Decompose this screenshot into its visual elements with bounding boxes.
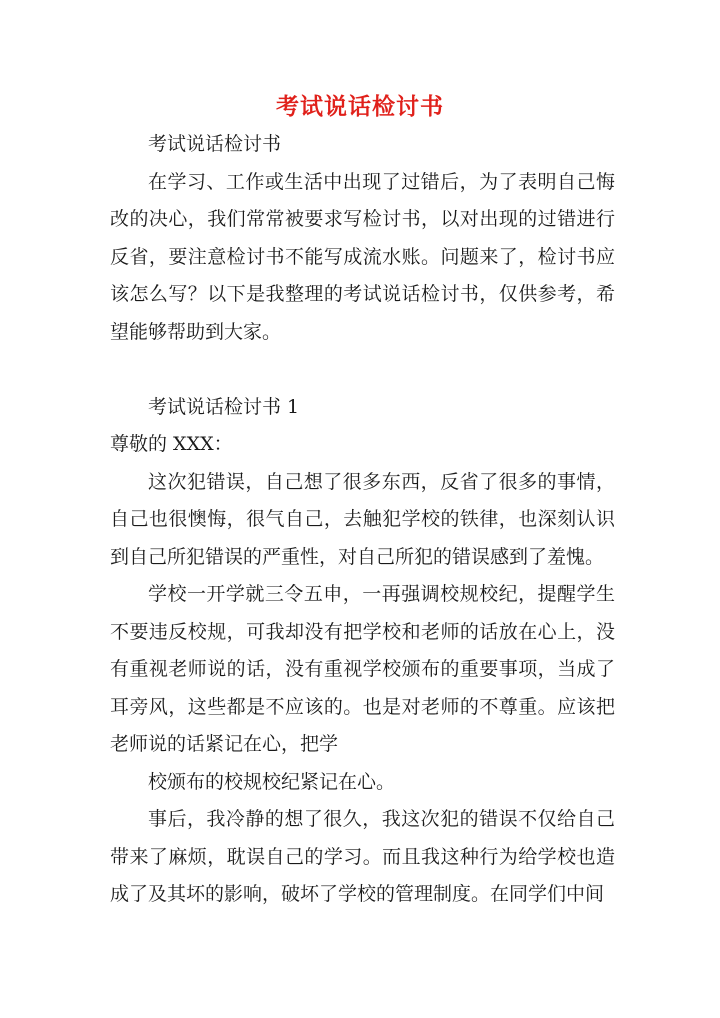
body-paragraph-3: 校颁布的校规校纪紧记在心。 — [148, 770, 396, 793]
salutation: 尊敬的 XXX： — [110, 433, 233, 455]
section-heading: 考试说话检讨书 1 — [148, 395, 300, 418]
intro-paragraph: 在学习、工作或生活中出现了过错后，为了表明自己悔改的决心，我们常常被要求写检讨书，以对出现的过错进行反省，要注意检讨书不能写成流水账。问题来了，检讨书应该怎么写？以下是我整理的考试说话检讨书，仅供参考，希望能够帮助到大家。 — [110, 170, 615, 343]
document-body — [110, 126, 615, 914]
body-paragraph-1: 这次犯错误，自己想了很多东西，反省了很多的事情，自己也很懊悔，很气自己，去触犯学校的铁律，也深刻认识到自己所犯错误的严重性，对自己所犯的错误感到了羞愧。 — [110, 470, 615, 568]
body-paragraph-2: 学校一开学就三令五申，一再强调校规校纪，提醒学生不要违反校规，可我却没有把学校和老师的话放在心上，没有重视老师说的话，没有重视学校颁布的重要事项，当成了耳旁风，这些都是不应该的。也是对老师的不尊重。应该把老师说的话紧记在心，把学 — [110, 583, 615, 755]
blank-line — [110, 351, 615, 389]
body-paragraph-4: 事后，我冷静的想了很久，我这次犯的错误不仅给自己带来了麻烦，耽误自己的学习。而且我这种行为给学校也造成了及其坏的影响，破坏了学校的管理制度。在同学们中间 — [110, 808, 615, 905]
document-title: 考试说话检讨书 — [276, 93, 444, 120]
subtitle-paragraph: 考试说话检讨书 — [148, 133, 282, 155]
